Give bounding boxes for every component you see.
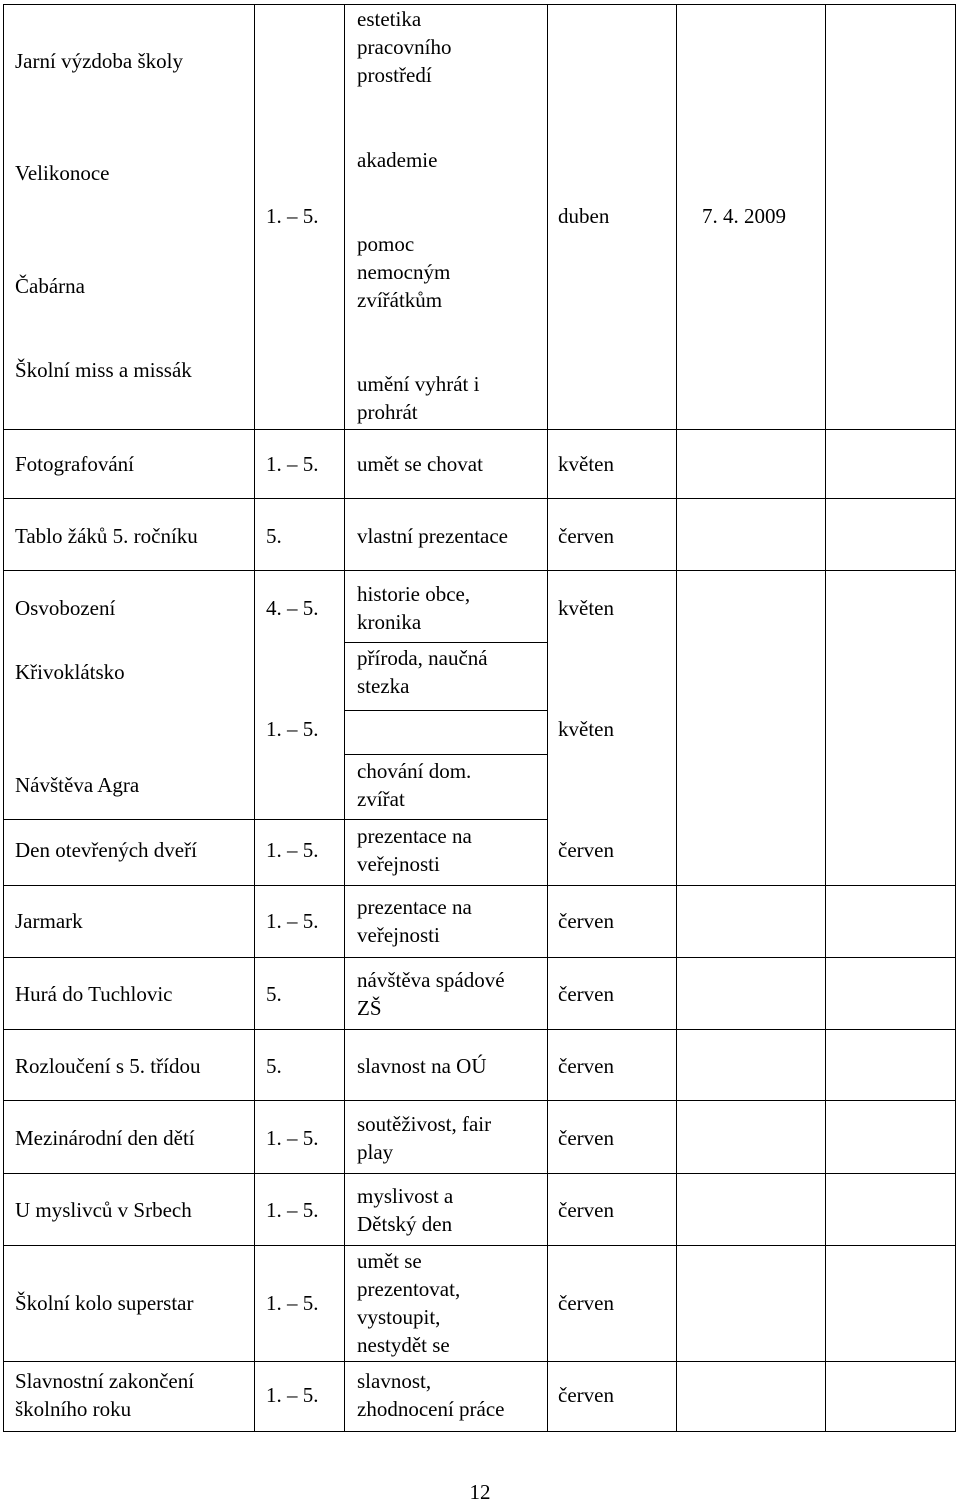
table-vertical-rule <box>344 4 345 1432</box>
table-cell-grade: 1. – 5. <box>266 1126 319 1150</box>
table-horizontal-rule <box>4 570 956 571</box>
table-cell-goal: akademie <box>357 148 438 172</box>
table-cell-month: červen <box>558 524 614 548</box>
table-cell-goal: ZŠ <box>357 996 382 1020</box>
table-cell-goal: pracovního <box>357 35 452 59</box>
table-cell-event: Fotografování <box>15 452 134 476</box>
table-cell-goal: play <box>357 1140 394 1164</box>
table-cell-goal: nestydět se <box>357 1333 450 1357</box>
table-cell-grade: 1. – 5. <box>266 204 319 228</box>
table-cell-goal: slavnost, <box>357 1369 432 1393</box>
table-cell-goal: stezka <box>357 674 410 698</box>
table-cell-goal: kronika <box>357 610 422 634</box>
table-cell-event: U myslivců v Srbech <box>15 1198 192 1222</box>
table-horizontal-rule <box>4 957 956 958</box>
table-vertical-rule <box>547 4 548 1432</box>
table-cell-event: Mezinárodní den dětí <box>15 1126 195 1150</box>
table-cell-grade: 5. <box>266 1054 282 1078</box>
table-cell-event: Tablo žáků 5. ročníku <box>15 524 198 548</box>
table-vertical-rule <box>3 4 4 1432</box>
table-vertical-rule <box>676 4 677 1432</box>
table-cell-event: školního roku <box>15 1397 132 1421</box>
table-cell-goal: chování dom. <box>357 759 472 783</box>
table-cell-event: Velikonoce <box>15 161 110 185</box>
table-cell-goal: Dětský den <box>357 1212 453 1236</box>
table-horizontal-rule <box>4 885 956 886</box>
table-cell-goal: umět se chovat <box>357 452 483 476</box>
table-cell-goal: myslivost a <box>357 1184 454 1208</box>
table-cell-grade: 5. <box>266 982 282 1006</box>
table-cell-grade: 1. – 5. <box>266 717 319 741</box>
table-cell-goal: pomoc <box>357 232 415 256</box>
table-cell-month: červen <box>558 1291 614 1315</box>
table-cell-goal: umění vyhrát i <box>357 372 480 396</box>
table-cell-event: Školní kolo superstar <box>15 1291 194 1315</box>
table-cell-event: Školní miss a missák <box>15 358 192 382</box>
table-cell-event: Křivoklátsko <box>15 660 125 684</box>
table-horizontal-rule <box>4 1100 956 1101</box>
table-cell-grade: 4. – 5. <box>266 596 319 620</box>
table-cell-month: červen <box>558 982 614 1006</box>
table-cell-event: Jarní výzdoba školy <box>15 49 183 73</box>
table-horizontal-rule <box>4 498 956 499</box>
table-cell-event: Rozloučení s 5. třídou <box>15 1054 201 1078</box>
table-cell-grade: 1. – 5. <box>266 1383 319 1407</box>
table-cell-month: květen <box>558 596 614 620</box>
table-cell-goal: slavnost na OÚ <box>357 1054 487 1078</box>
table-cell-goal: zvířátkům <box>357 288 443 312</box>
table-cell-goal: nemocným <box>357 260 451 284</box>
table-cell-grade: 1. – 5. <box>266 1291 319 1315</box>
table-cell-goal: příroda, naučná <box>357 646 488 670</box>
table-cell-event: Slavnostní zakončení <box>15 1369 195 1393</box>
table-cell-goal: prezentace na <box>357 824 472 848</box>
table-horizontal-rule <box>4 1361 956 1362</box>
table-cell-goal: veřejnosti <box>357 852 440 876</box>
table-cell-goal: soutěživost, fair <box>357 1112 492 1136</box>
table-cell-event: Čabárna <box>15 274 85 298</box>
table-cell-goal: umět se <box>357 1249 422 1273</box>
table-cell-goal: vlastní prezentace <box>357 524 508 548</box>
table-cell-goal: estetika <box>357 7 422 31</box>
table-horizontal-rule <box>4 1245 956 1246</box>
table-horizontal-rule <box>345 642 548 643</box>
table-cell-grade: 1. – 5. <box>266 909 319 933</box>
table-cell-grade: 1. – 5. <box>266 452 319 476</box>
table-cell-month: červen <box>558 909 614 933</box>
table-cell-month: červen <box>558 838 614 862</box>
table-cell-event: Návštěva Agra <box>15 773 140 797</box>
table-horizontal-rule <box>4 1029 956 1030</box>
table-horizontal-rule <box>345 710 548 711</box>
table-horizontal-rule <box>4 4 956 5</box>
table-cell-event: Osvobození <box>15 596 116 620</box>
page-number: 12 <box>469 1480 491 1504</box>
table-horizontal-rule <box>4 819 548 820</box>
table-cell-grade: 1. – 5. <box>266 838 319 862</box>
table-cell-month: červen <box>558 1198 614 1222</box>
table-vertical-rule <box>825 4 826 1432</box>
table-cell-goal: vystoupit, <box>357 1305 441 1329</box>
table-cell-goal: prezentace na <box>357 895 472 919</box>
table-cell-goal: zvířat <box>357 787 405 811</box>
table-horizontal-rule <box>4 1173 956 1174</box>
table-cell-event: Den otevřených dveří <box>15 838 197 862</box>
table-vertical-rule <box>955 4 956 1432</box>
table-cell-month: červen <box>558 1383 614 1407</box>
table-horizontal-rule <box>345 754 548 755</box>
table-vertical-rule <box>254 4 255 1432</box>
table-cell-goal: prostředí <box>357 63 432 87</box>
table-cell-goal: prezentovat, <box>357 1277 461 1301</box>
table-cell-grade: 1. – 5. <box>266 1198 319 1222</box>
table-cell-goal: veřejnosti <box>357 923 440 947</box>
table-cell-month: duben <box>558 204 610 228</box>
table-cell-month: květen <box>558 717 614 741</box>
table-horizontal-rule <box>4 429 956 430</box>
table-cell-goal: zhodnocení práce <box>357 1397 505 1421</box>
table-cell-date: 7. 4. 2009 <box>702 204 786 228</box>
table-cell-month: červen <box>558 1126 614 1150</box>
table-cell-grade: 5. <box>266 524 282 548</box>
table-horizontal-rule <box>4 1431 956 1432</box>
table-cell-month: květen <box>558 452 614 476</box>
table-cell-event: Jarmark <box>15 909 83 933</box>
table-cell-event: Hurá do Tuchlovic <box>15 982 173 1006</box>
table-cell-month: červen <box>558 1054 614 1078</box>
table-cell-goal: historie obce, <box>357 582 471 606</box>
table-cell-goal: prohrát <box>357 400 418 424</box>
table-cell-goal: návštěva spádové <box>357 968 505 992</box>
